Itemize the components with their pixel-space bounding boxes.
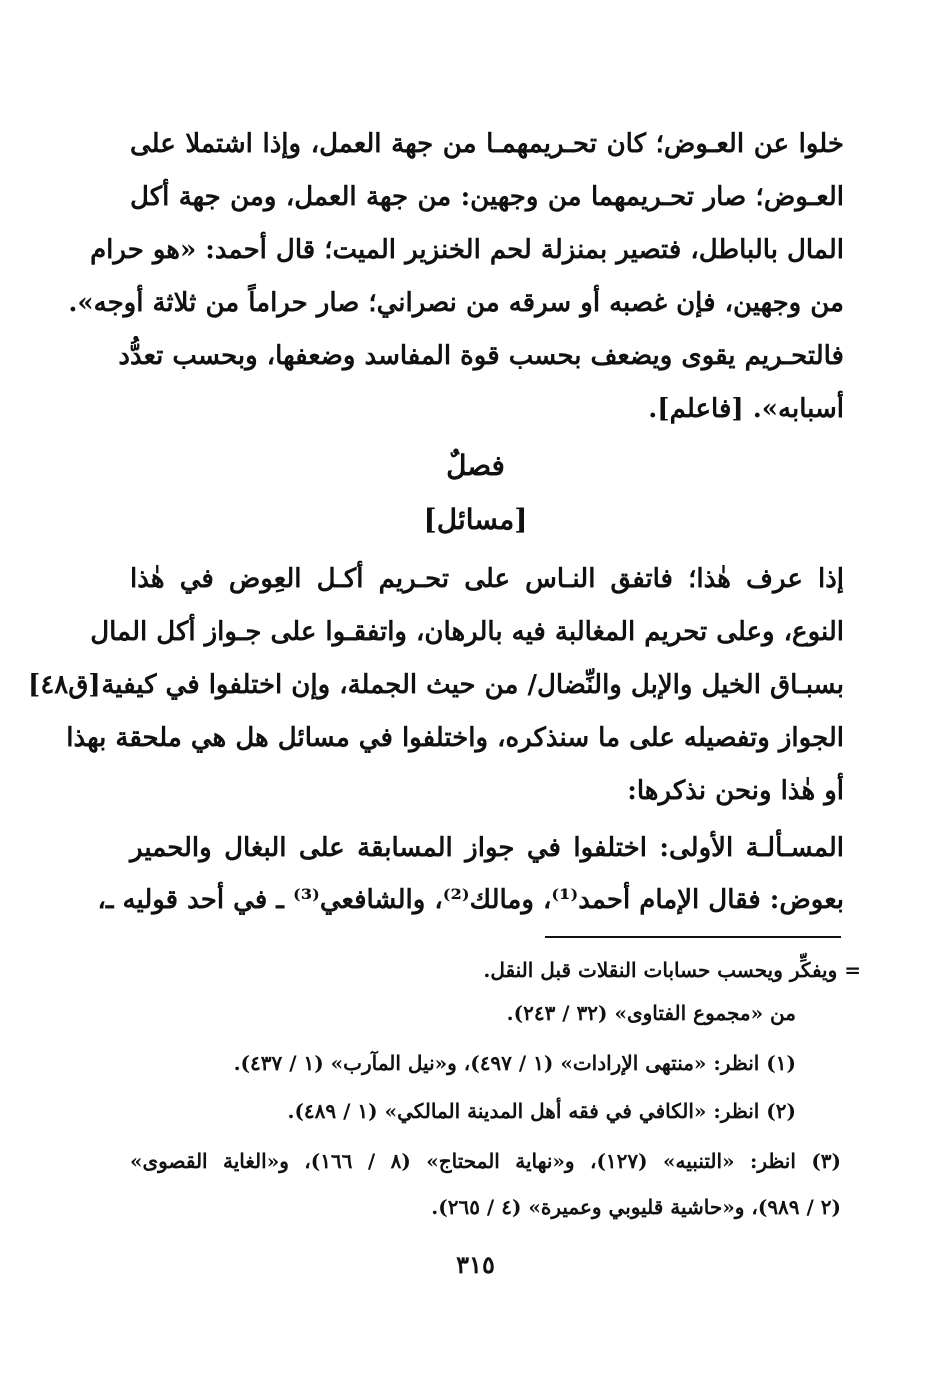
text-line: بسبـاق الخيل والإبل والنِّضال/ من حيث الجملة، وإن اختلفوا في كيفية	[101, 670, 844, 700]
footnote-line: (٣) انظر: «التنبيه» (١٢٧)، و«نهاية المحتاج» (٨ / ١٦٦)، و«الغاية القصوى»	[130, 1149, 842, 1173]
text-line: إذا عرف هٰذا؛ فاتفق النـاس على تحـريم أكـل العِوض في هٰذا	[130, 564, 844, 594]
text-line: فالتحـريم يقوى ويضعف بحسب قوة المفاسد وضعفها، وبحسب تعدُّد	[118, 341, 844, 371]
text-line: المسـألـة الأولى: اختلفوا في جواز المسابقة على البغال والحمير	[130, 833, 844, 863]
footnote-line: من «مجموع الفتاوى» (٣٢ / ٢٤٣).	[506, 1001, 796, 1025]
text-line: بعوض: فقال الإمام أحمد⁽¹⁾، ومالك⁽²⁾، والشافعي⁽³⁾ ـ في أحد قوليه ـ،	[97, 885, 844, 915]
footnote-line: = ويفكِّر ويحسب حسابات النقلات قبل النقل.	[483, 958, 861, 982]
text-line: خلوا عن العـوض؛ كان تحـريمهمـا من جهة العمل، وإذا اشتملا على	[130, 129, 844, 159]
text-line: من وجهين، فإن غصبه أو سرقه من نصراني؛ صار حراماً من ثلاثة أوجه».	[68, 288, 844, 318]
footnote-line: (٢) انظر: «الكافي في فقه أهل المدينة المالكي» (١ / ٤٨٩).	[287, 1099, 796, 1123]
text-line: العـوض؛ صار تحـريمهما من وجهين: من جهة العمل، ومن جهة أكل	[130, 182, 844, 212]
text-line: أسبابه». [فاعلم].	[648, 394, 844, 424]
footnote-separator	[545, 936, 841, 938]
section-heading: فصلٌ	[446, 449, 505, 482]
manuscript-folio-marker: [ق٤٨]	[28, 670, 101, 700]
footnote-line: (٢ / ٩٨٩)، و«حاشية قليوبي وعميرة» (٤ / ٢٦٥).	[431, 1195, 841, 1219]
text-line: المال بالباطل، فتصير بمنزلة لحم الخنزير الميت؛ قال أحمد: «هو حرام	[90, 235, 844, 265]
text-line: أو هٰذا ونحن نذكرها:	[627, 776, 844, 806]
page-number: ٣١٥	[456, 1250, 495, 1279]
footnote-line: (١) انظر: «منتهى الإرادات» (١ / ٤٩٧)، و«نيل المآرب» (١ / ٤٣٧).	[233, 1051, 796, 1075]
section-subheading: [مسائل]	[423, 503, 528, 536]
text-line: النوع، وعلى تحريم المغالبة فيه بالرهان، واتفقـوا على جـواز أكل المال	[90, 617, 844, 647]
text-line: الجواز وتفصيله على ما سنذكره، واختلفوا في مسائل هل هي ملحقة بهذا	[66, 723, 844, 753]
